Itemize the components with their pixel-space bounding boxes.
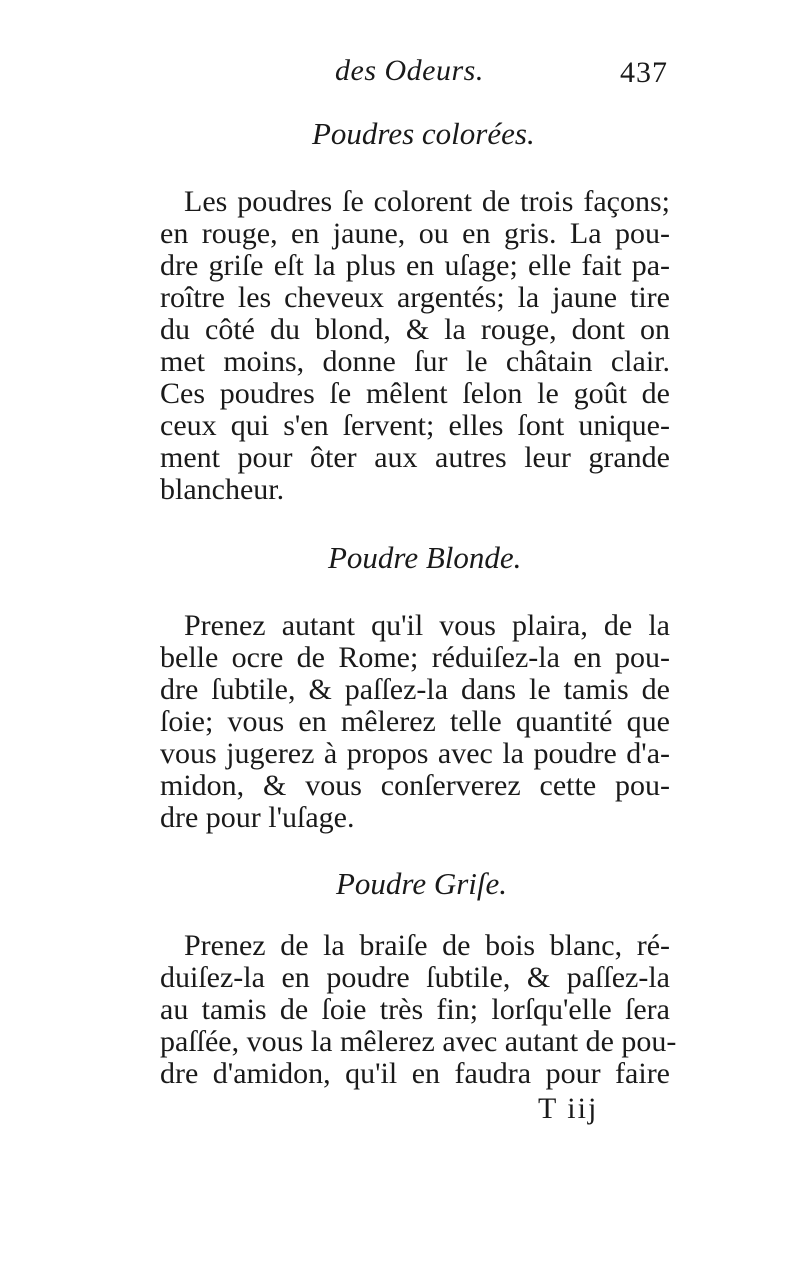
text-line: du côté du blond, & la rouge, dont on	[160, 313, 670, 346]
text-line: ceux qui s'en ſervent; elles ſont unique-	[160, 409, 670, 442]
section-heading-poudre-grise: Poudre Griſe.	[336, 866, 508, 901]
text-line: belle ocre de Rome; réduiſez-la en pou-	[160, 641, 670, 674]
text-line: Prenez de la braiſe de bois blanc, ré-	[184, 929, 670, 962]
text-line: roître les cheveux argentés; la jaune tire	[160, 281, 670, 314]
running-head	[0, 50, 800, 90]
text-line: met moins, donne ſur le châtain clair.	[160, 345, 670, 378]
running-title: des Odeurs.	[335, 54, 484, 87]
text-line: paſſée, vous la mêlerez avec autant de pou-	[160, 1025, 677, 1058]
text-line: dre d'amidon, qu'il en faudra pour faire	[160, 1057, 670, 1090]
text-line: Les poudres ſe colorent de trois façons;	[184, 185, 670, 218]
text-line: dre griſe eſt la plus en uſage; elle fait pa-	[160, 249, 670, 282]
text-line: midon, & vous conſerverez cette pou-	[160, 769, 670, 802]
paragraph-poudre-blonde	[160, 610, 670, 834]
section-heading-poudre-blonde: Poudre Blonde.	[328, 540, 522, 575]
page-number: 437	[620, 56, 668, 89]
text-line: au tamis de ſoie très fin; lorſqu'elle ſera	[160, 993, 670, 1026]
text-line: dre ſubtile, & paſſez-la dans le tamis de	[160, 673, 670, 706]
text-line: vous jugerez à propos avec la poudre d'a-	[160, 737, 670, 770]
text-line: dre pour l'uſage.	[160, 801, 355, 834]
signature-mark: T iij	[538, 1092, 599, 1125]
paragraph-poudres-colorees	[160, 186, 670, 506]
text-line: ſoie; vous en mêlerez telle quantité que	[160, 705, 670, 738]
paragraph-poudre-grise	[160, 929, 677, 1090]
section-heading-poudres-colorees: Poudres colorées.	[312, 116, 535, 151]
text-line: blancheur.	[160, 473, 285, 506]
text-line: en rouge, en jaune, ou en gris. La pou-	[160, 217, 670, 250]
text-line: Ces poudres ſe mêlent ſelon le goût de	[160, 377, 670, 410]
text-line: ment pour ôter aux autres leur grande	[160, 441, 670, 474]
text-line: Prenez autant qu'il vous plaira, de la	[184, 609, 670, 642]
text-line: duiſez-la en poudre ſubtile, & paſſez-la	[160, 961, 670, 994]
